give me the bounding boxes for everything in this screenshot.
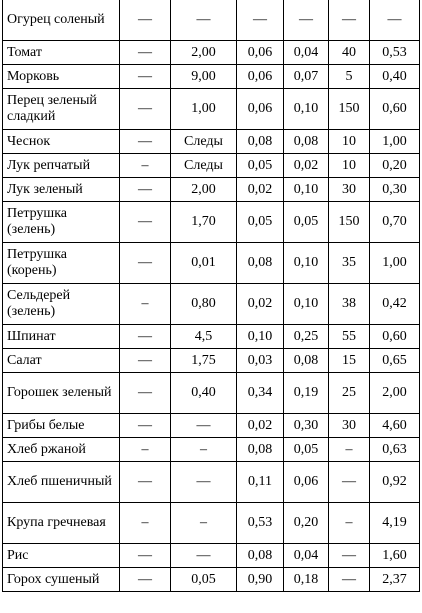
nutrition-table	[2, 0, 420, 592]
value-cell: 0,05	[284, 438, 329, 462]
value-cell: —	[120, 325, 171, 349]
product-name: Горошек зеленый	[3, 373, 120, 414]
value-cell: 0,06	[284, 462, 329, 503]
value-cell: 10	[329, 130, 370, 154]
value-cell: 0,25	[284, 325, 329, 349]
value-cell: —	[120, 178, 171, 202]
value-cell: 0,19	[284, 373, 329, 414]
value-cell: Следы	[171, 154, 237, 178]
value-cell: 0,40	[370, 65, 420, 89]
value-cell: 4,5	[171, 325, 237, 349]
value-cell: 0,20	[284, 503, 329, 544]
value-cell: 0,08	[237, 544, 284, 568]
product-name: Огурец соленый	[3, 0, 120, 41]
value-cell: —	[120, 544, 171, 568]
value-cell: 1,00	[370, 130, 420, 154]
value-cell: 10	[329, 154, 370, 178]
value-cell: 150	[329, 89, 370, 130]
value-cell: —	[171, 0, 237, 41]
product-name: Рис	[3, 544, 120, 568]
value-cell: —	[329, 462, 370, 503]
table-row	[3, 243, 420, 284]
value-cell: –	[329, 503, 370, 544]
value-cell: 0,60	[370, 325, 420, 349]
value-cell: —	[120, 414, 171, 438]
value-cell: 0,10	[284, 284, 329, 325]
product-name: Морковь	[3, 65, 120, 89]
table-row	[3, 325, 420, 349]
value-cell: 0,01	[171, 243, 237, 284]
value-cell: 38	[329, 284, 370, 325]
value-cell: 0,08	[237, 130, 284, 154]
value-cell: 0,40	[171, 373, 237, 414]
table-row	[3, 202, 420, 243]
table-row	[3, 0, 420, 41]
product-name: Хлеб пшеничный	[3, 462, 120, 503]
value-cell: 0,92	[370, 462, 420, 503]
value-cell: 0,02	[237, 284, 284, 325]
value-cell: 0,02	[237, 414, 284, 438]
product-name: Хлеб ржаной	[3, 438, 120, 462]
value-cell: —	[329, 544, 370, 568]
value-cell: 0,53	[370, 41, 420, 65]
product-name: Чеснок	[3, 130, 120, 154]
product-name: Сельдерей (зелень)	[3, 284, 120, 325]
value-cell: 0,08	[284, 130, 329, 154]
value-cell: –	[120, 154, 171, 178]
value-cell: —	[171, 462, 237, 503]
value-cell: 25	[329, 373, 370, 414]
table-row	[3, 462, 420, 503]
value-cell: 0,05	[237, 154, 284, 178]
value-cell: 1,75	[171, 349, 237, 373]
value-cell: —	[120, 349, 171, 373]
value-cell: 5	[329, 65, 370, 89]
value-cell: —	[120, 65, 171, 89]
product-name: Салат	[3, 349, 120, 373]
value-cell: 0,80	[171, 284, 237, 325]
value-cell: 0,06	[237, 89, 284, 130]
value-cell: —	[120, 89, 171, 130]
value-cell: —	[120, 202, 171, 243]
value-cell: —	[120, 0, 171, 41]
value-cell: –	[120, 503, 171, 544]
value-cell: 30	[329, 178, 370, 202]
value-cell: 0,90	[237, 568, 284, 592]
value-cell: —	[120, 373, 171, 414]
value-cell: 0,02	[284, 154, 329, 178]
product-name: Перец зеленый сладкий	[3, 89, 120, 130]
value-cell: 0,11	[237, 462, 284, 503]
table-row	[3, 89, 420, 130]
value-cell: 150	[329, 202, 370, 243]
value-cell: 0,06	[237, 65, 284, 89]
table-row	[3, 178, 420, 202]
value-cell: 0,60	[370, 89, 420, 130]
value-cell: 0,30	[284, 414, 329, 438]
value-cell: –	[329, 438, 370, 462]
value-cell: 0,06	[237, 41, 284, 65]
value-cell: 2,00	[171, 41, 237, 65]
table-row	[3, 41, 420, 65]
value-cell: 0,65	[370, 349, 420, 373]
value-cell: 2,00	[171, 178, 237, 202]
product-name: Петрушка (зелень)	[3, 202, 120, 243]
value-cell: —	[120, 568, 171, 592]
value-cell: 0,10	[237, 325, 284, 349]
value-cell: –	[120, 438, 171, 462]
value-cell: 0,42	[370, 284, 420, 325]
value-cell: 0,18	[284, 568, 329, 592]
table-row	[3, 373, 420, 414]
value-cell: 0,63	[370, 438, 420, 462]
value-cell: 9,00	[171, 65, 237, 89]
value-cell: –	[171, 503, 237, 544]
table-row	[3, 414, 420, 438]
value-cell: 30	[329, 414, 370, 438]
value-cell: 0,10	[284, 178, 329, 202]
product-name: Грибы белые	[3, 414, 120, 438]
value-cell: 0,05	[171, 568, 237, 592]
value-cell: 55	[329, 325, 370, 349]
value-cell: —	[120, 41, 171, 65]
value-cell: 1,00	[370, 243, 420, 284]
table-row	[3, 503, 420, 544]
value-cell: 1,70	[171, 202, 237, 243]
value-cell: —	[120, 462, 171, 503]
product-name: Петрушка (корень)	[3, 243, 120, 284]
value-cell: Следы	[171, 130, 237, 154]
value-cell: 0,53	[237, 503, 284, 544]
product-name: Томат	[3, 41, 120, 65]
value-cell: 0,07	[284, 65, 329, 89]
value-cell: —	[284, 0, 329, 41]
value-cell: 0,08	[237, 243, 284, 284]
value-cell: 1,00	[171, 89, 237, 130]
value-cell: 0,70	[370, 202, 420, 243]
table-row	[3, 438, 420, 462]
product-name: Горох сушеный	[3, 568, 120, 592]
value-cell: 0,10	[284, 243, 329, 284]
table-row	[3, 284, 420, 325]
value-cell: –	[120, 284, 171, 325]
value-cell: —	[120, 243, 171, 284]
table-row	[3, 130, 420, 154]
value-cell: —	[171, 544, 237, 568]
value-cell: –	[171, 438, 237, 462]
value-cell: —	[329, 0, 370, 41]
value-cell: 15	[329, 349, 370, 373]
table-row	[3, 349, 420, 373]
value-cell: 2,37	[370, 568, 420, 592]
value-cell: 0,04	[284, 41, 329, 65]
value-cell: 0,10	[284, 89, 329, 130]
table-row	[3, 65, 420, 89]
value-cell: 0,08	[284, 349, 329, 373]
value-cell: 0,05	[237, 202, 284, 243]
value-cell: —	[120, 130, 171, 154]
table-row	[3, 568, 420, 592]
value-cell: 0,02	[237, 178, 284, 202]
value-cell: —	[329, 568, 370, 592]
value-cell: 0,08	[237, 438, 284, 462]
value-cell: 35	[329, 243, 370, 284]
product-name: Шпинат	[3, 325, 120, 349]
value-cell: 0,04	[284, 544, 329, 568]
product-name: Лук репчатый	[3, 154, 120, 178]
table-row	[3, 154, 420, 178]
value-cell: 2,00	[370, 373, 420, 414]
value-cell: 0,20	[370, 154, 420, 178]
value-cell: 1,60	[370, 544, 420, 568]
value-cell: 0,03	[237, 349, 284, 373]
value-cell: —	[171, 414, 237, 438]
value-cell: 40	[329, 41, 370, 65]
value-cell: 4,60	[370, 414, 420, 438]
product-name: Крупа гречневая	[3, 503, 120, 544]
value-cell: —	[370, 0, 420, 41]
value-cell: 0,30	[370, 178, 420, 202]
value-cell: 0,05	[284, 202, 329, 243]
value-cell: 4,19	[370, 503, 420, 544]
value-cell: 0,34	[237, 373, 284, 414]
table-row	[3, 544, 420, 568]
product-name: Лук зеленый	[3, 178, 120, 202]
value-cell: —	[237, 0, 284, 41]
